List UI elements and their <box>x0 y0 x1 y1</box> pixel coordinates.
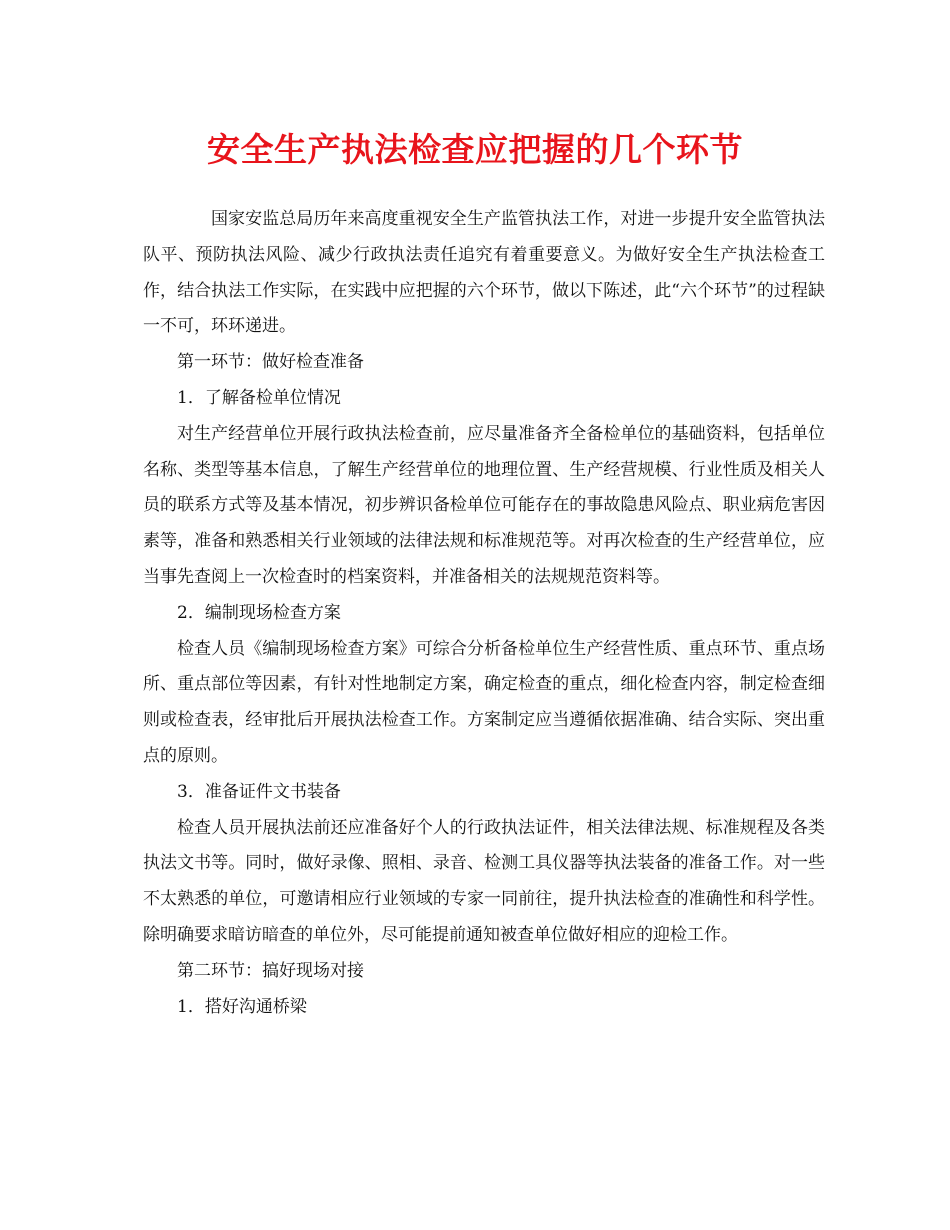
subheading-1-2: 2．编制现场检查方案 <box>177 602 341 623</box>
subheading-1-1: 1．了解备检单位情况 <box>177 387 341 408</box>
document-title: 安全生产执法检查应把握的几个环节 <box>207 130 743 169</box>
body-paragraph: 检查人员《编制现场检查方案》可综合分析备检单位生产经营性质、重点环节、重点场所、重点部位等因素，有针对性地制定方案，确定检查的重点，细化检查内容，制定检查细则或检查表，经审批后开展执法检查工作。方案制定应当遵循依据准确、结合实际、突出重点的原则。 <box>143 638 825 766</box>
subheading-1-3: 3．准备证件文书装备 <box>177 781 341 802</box>
intro-paragraph: 国家安监总局历年来高度重视安全生产监管执法工作，对进一步提升安全监管执法队平、预防执法风险、减少行政执法责任追究有着重要意义。为做好安全生产执法检查工作，结合执法工作实际，在实践中应把握的六个环节，做以下陈述，此“六个环节”的过程缺一不可，环环递进。 <box>143 209 825 337</box>
section-heading-1: 第一环节：做好检查准备 <box>177 352 364 373</box>
section-heading-2: 第二环节：搞好现场对接 <box>177 960 364 981</box>
subheading-2-1: 1．搭好沟通桥梁 <box>177 996 307 1017</box>
body-paragraph: 对生产经营单位开展行政执法检查前，应尽量准备齐全备检单位的基础资料，包括单位名称、类型等基本信息，了解生产经营单位的地理位置、生产经营规模、行业性质及相关人员的联系方式等及基本情况，初步辨识备检单位可能存在的事故隐患风险点、职业病危害因素等，准备和熟悉相关行业领域的法律法规和标准规范等。对再次检查的生产经营单位，应当事先查阅上一次检查时的档案资料，并准备相关的法规规范资料等。 <box>143 423 825 587</box>
body-paragraph: 检查人员开展执法前还应准备好个人的行政执法证件，相关法律法规、标准规程及各类执法文书等。同时，做好录像、照相、录音、检测工具仪器等执法装备的准备工作。对一些不太熟悉的单位，可邀请相应行业领域的专家一同前往，提升执法检查的准确性和科学性。除明确要求暗访暗查的单位外，尽可能提前通知被查单位做好相应的迎检工作。 <box>143 817 825 945</box>
document-body <box>143 202 825 1025</box>
